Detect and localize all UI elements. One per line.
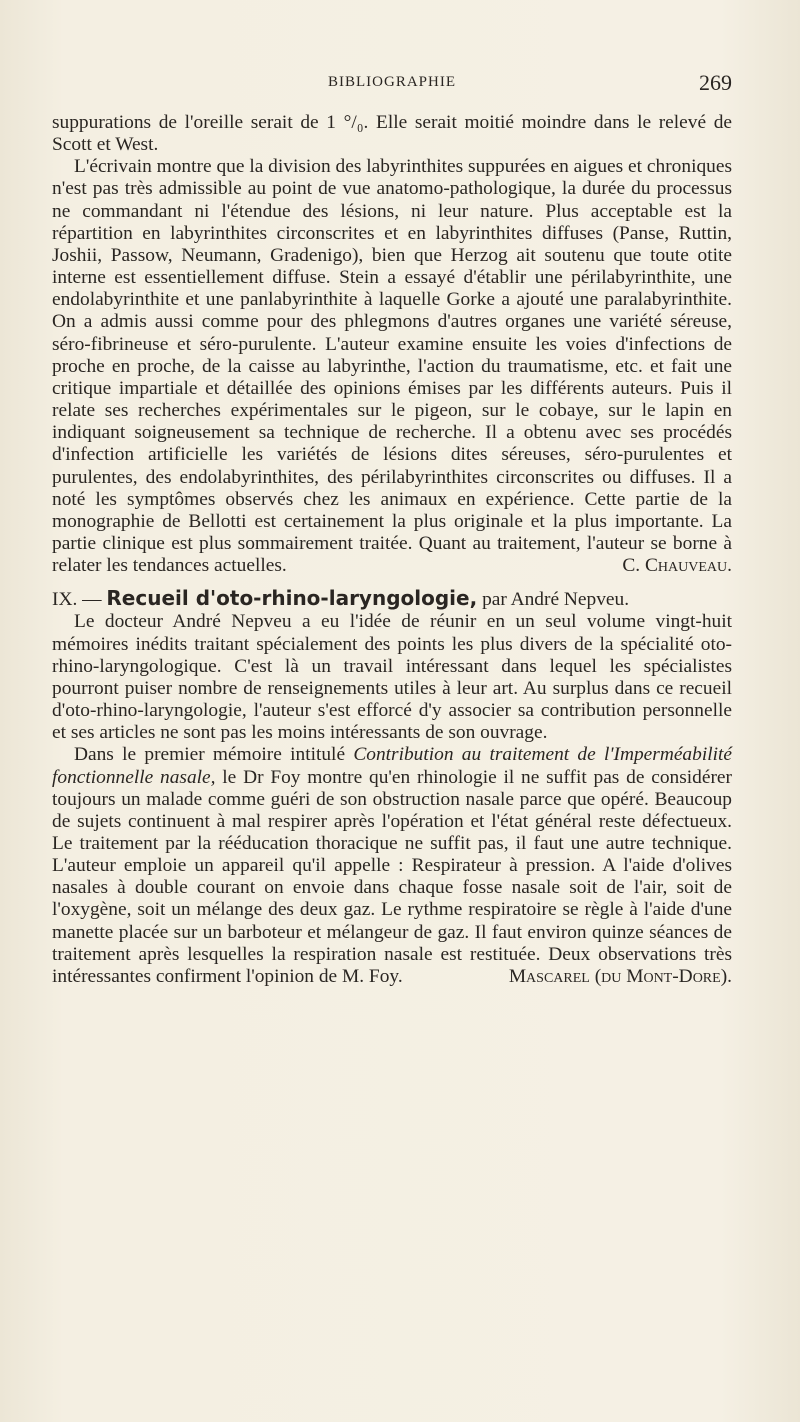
paragraph: Le docteur André Nepveu a eu l'idée de réunir en un seul volume vingt-huit mémoires inédits traitant spécialement des points les plus divers de la spécialité oto-rhino-laryngologique. C'est là un travail intéressant dans lequel les spécialistes pourront puiser nombre de renseignements utiles à leur art. Au surplus dans ce recueil d'oto-rhino-laryngologie, l'auteur s'est efforcé d'y associer sa contribution personnelle et ses articles ne sont pas les moins intéressants de son ouvrage. — [52, 611, 732, 744]
paragraph-text: le Dr Foy montre qu'en rhinologie il ne suffit pas de considérer toujours un malade comme guéri de son obstruction nasale parce que opéré. Beaucoup de sujets continuent à mal respirer après l'opération et l'état général reste défectueux. Le traitement par la rééducation thoracique ne suffit pas, il faut une autre technique. L'auteur emploie un appareil qu'il appelle : Respirateur à pression. A l'aide d'olives nasales à double courant on envoie dans chaque fosse nasale soit de l'air, soit de l'oxygène, soit un mélange des deux gaz. Le rythme respiratoire se règle à l'aide d'une manette placée sur un barboteur et mélangeur de gaz. Il faut environ quinze séances de traitement après lesquelles la respiration nasale est restituée. Deux observations très intéressantes confirment l'opinion de M. Foy. — [52, 766, 732, 987]
cited-title: Contribution au traitement de l'Imperméabilité fonctionnelle nasale, — [52, 744, 732, 788]
paragraph-text: L'écrivain montre que la division des labyrinthites suppurées en aigues et chroniques n'est pas très admissible au point de vue anatomo-pathologique, la durée du processus ne commandant ni l'étendue des lésions, ni leur nature. Plus acceptable est la répartition en labyrinthites circonscrites et en labyrinthites diffuses (Panse, Ruttin, Joshii, Passow, Neumann, Gradenigo), bien que Herzog ait soutenu que toute otite interne est essentiellement diffuse. Stein a essayé d'établir une périlabyrinthite, une endolabyrinthite et une panlabyrinthite à laquelle Gorke a ajouté une paralabyrinthite. On a admis aussi comme pour des phlegmons d'autres organes une variété séreuse, séro-fibrineuse et séro-purulente. L'auteur examine ensuite les voies d'infections de proche en proche, de la caisse au labyrinthe, l'action du traumatisme, etc. et fait une critique impartiale et détaillée des opinions émises par les différents auteurs. Puis il relate ses recherches expérimentales sur le pigeon, sur le cobaye, sur le lapin en indiquant soigneusement sa technique de recherche. Il a obtenu avec ses procédés d'infection artificielle les variétés de lésions dites séreuses, séro-purulentes et purulentes, des endolabyrinthites, des périlabyrinthites circonscrites ou diffuses. Il a noté les symptômes observés chez les animaux en expérience. Cette partie de la monographie de Bellotti est certainement la plus originale et la plus importante. La partie clinique est plus sommairement traitée. Quant au traitement, l'auteur se borne à relater les tendances actuelles. — [52, 156, 732, 577]
paragraph — [52, 744, 732, 988]
page-number: 269 — [699, 70, 732, 95]
paragraph-text: Dans le premier mémoire intitulé — [74, 744, 346, 766]
signature: C. Chauveau. — [622, 555, 732, 577]
section-heading — [52, 587, 732, 611]
running-title: BIBLIOGRAPHIE — [328, 74, 456, 90]
section-title: Recueil d'oto-rhino-laryngologie, — [106, 586, 478, 611]
section-byline: par André Nepveu. — [482, 589, 630, 611]
signature: Mascarel (du Mont-Dore). — [508, 965, 732, 987]
section-number: IX. — — [52, 589, 102, 611]
page-body — [52, 112, 732, 988]
page-header — [52, 70, 732, 98]
paragraph: suppurations de l'oreille serait de 1 °/₀. Elle serait moitié moindre dans le relevé de Scott et West. — [52, 112, 732, 156]
paragraph — [52, 156, 732, 577]
